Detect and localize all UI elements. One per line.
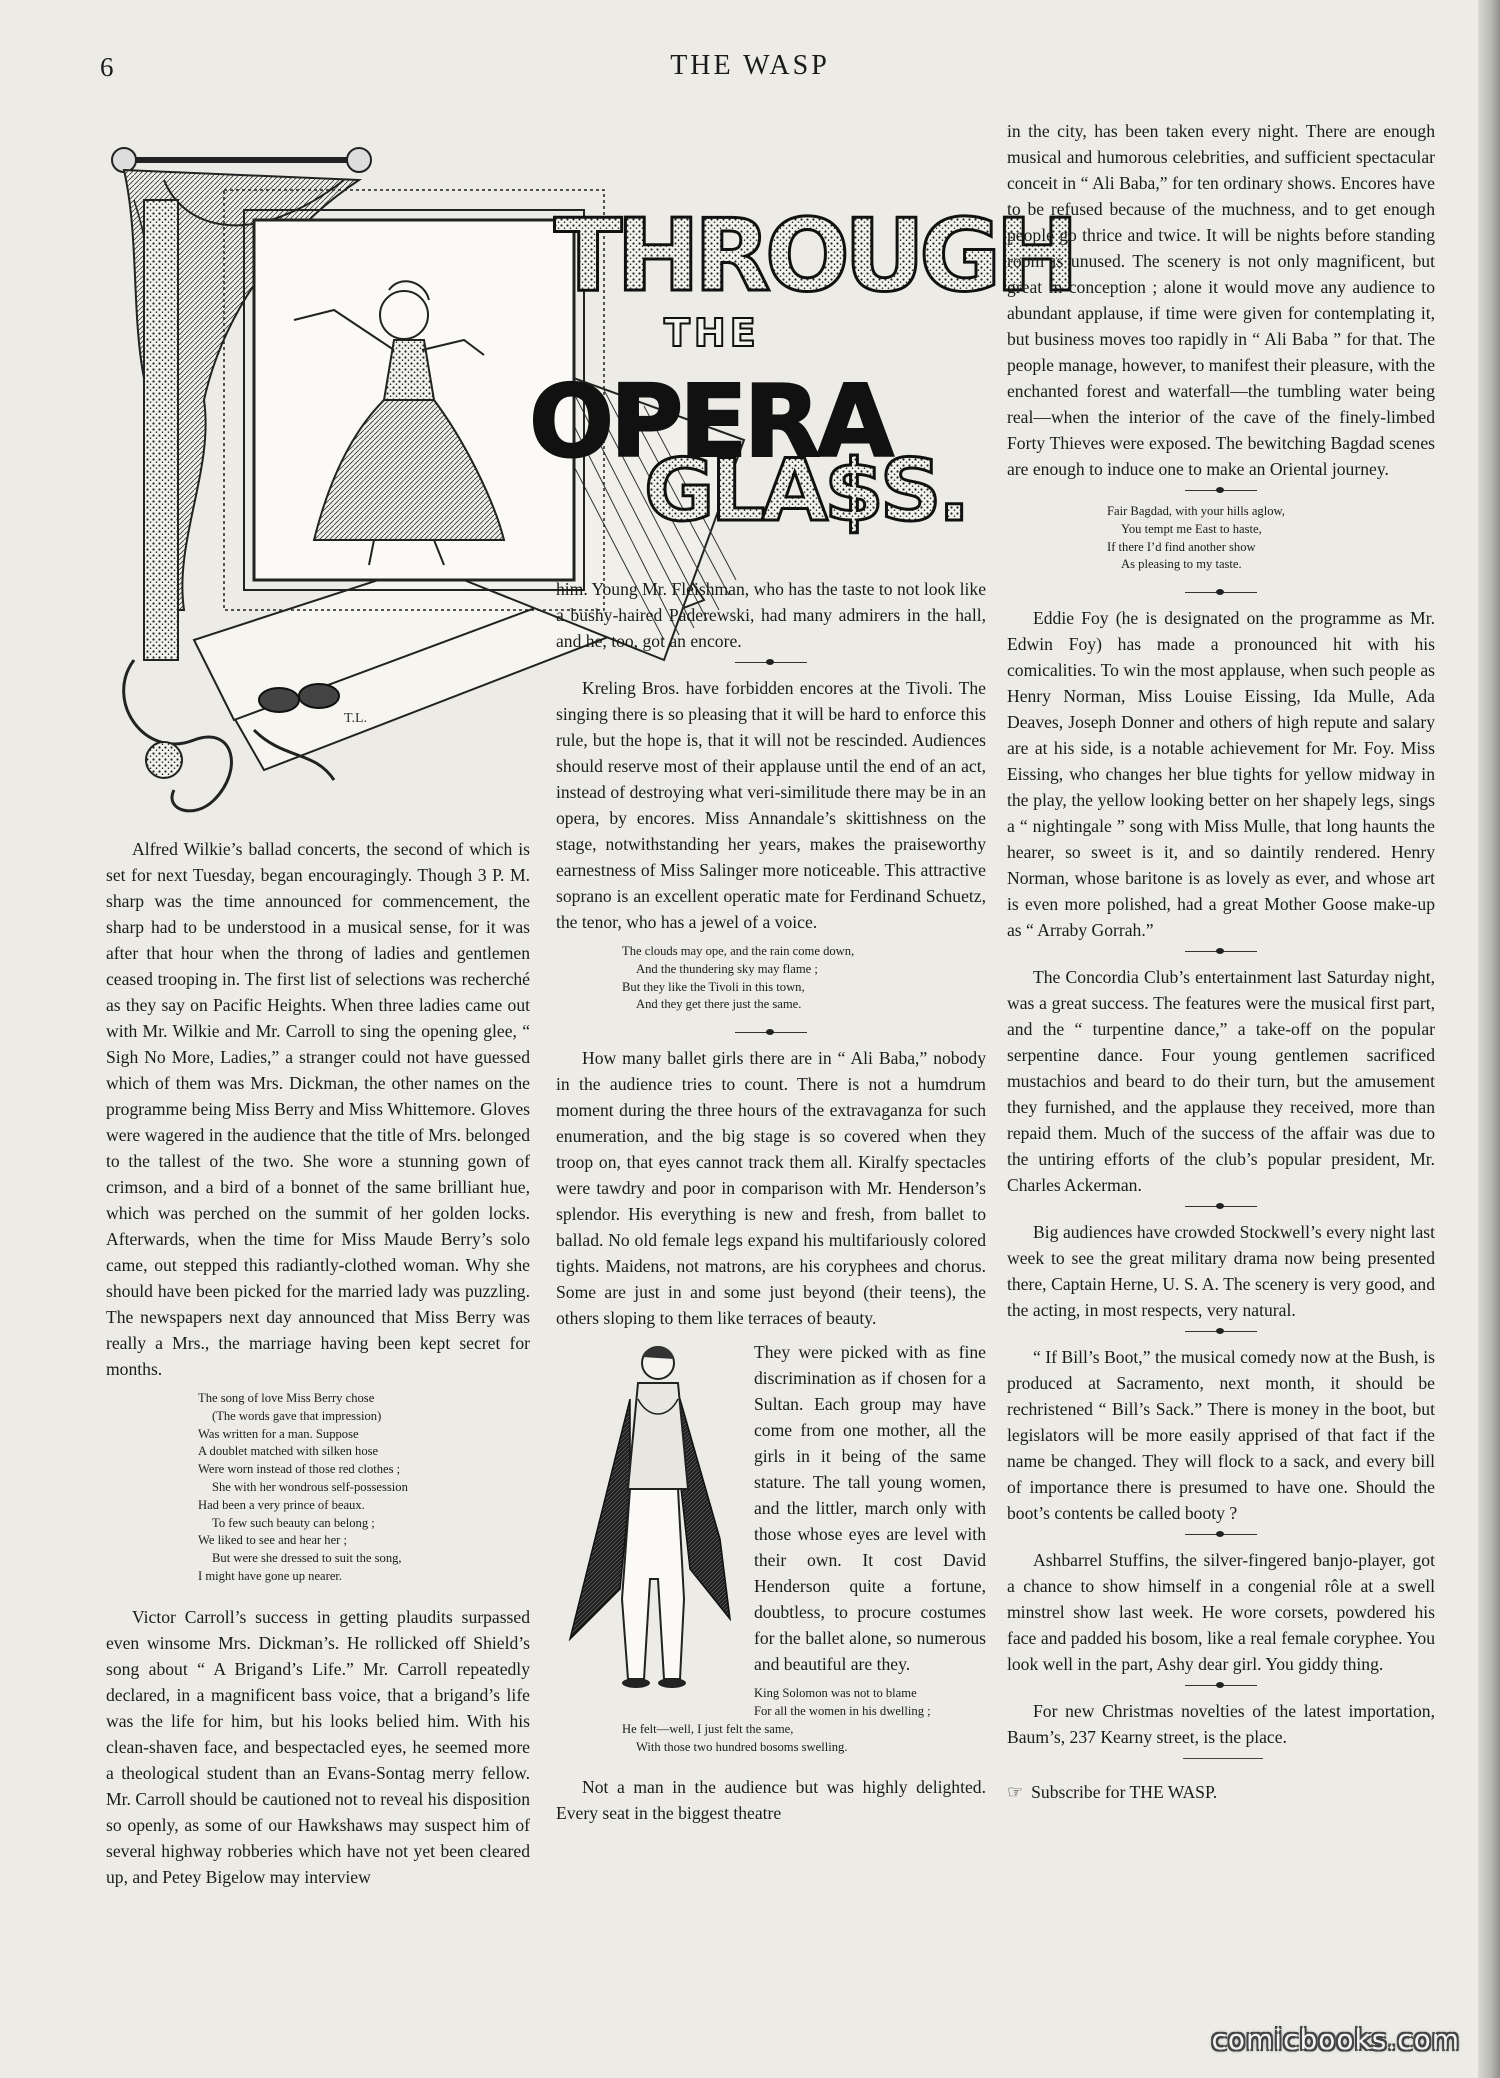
verse-line: He felt—well, I just felt the same, bbox=[622, 1721, 794, 1736]
title-through: THROUGH bbox=[554, 197, 1073, 314]
verse-line: Was written for a man. Suppose bbox=[198, 1426, 359, 1441]
verse-line: For all the women in his dwelling ; bbox=[754, 1703, 931, 1718]
verse-line: She with her wondrous self-possession bbox=[212, 1479, 408, 1494]
column-1 bbox=[106, 836, 530, 1898]
title-glass: GLA$S. bbox=[644, 441, 967, 541]
paragraph-ballet-girls: How many ballet girls there are in “ Ali Baba,” nobody in the audience tries to count. There is not a humdrum moment during the three hours of the extravaganza for such enumeration, and the big stage is so covered when they troop on, that eyes cannot track them all. Kiralfy spectacles were tawdry and poor in comparison with Mr. Henderson’s splendor. His everything is new and fresh, from ballet to ballad. No old female legs expand his multifariously colored tights. Maidens, not matrons, are his coryphees and chorus. Some are just in and some just beyond (their teens), the others sloping to them like terraces of beauty. bbox=[556, 1048, 986, 1329]
pointing-hand-icon: ☞ bbox=[1007, 1782, 1024, 1803]
title-opera: OPERA bbox=[529, 363, 891, 480]
illustration-costumed-figure bbox=[550, 1339, 746, 1699]
page-number: 6 bbox=[100, 52, 114, 82]
section-divider bbox=[1185, 1534, 1257, 1535]
verse-line: As pleasing to my taste. bbox=[1121, 557, 1242, 572]
paragraph-wilkie-concerts: Alfred Wilkie’s ballad concerts, the second of which is set for next Tuesday, began encouragingly. Though 3 P. M. sharp was the time announced for commencement, the sharp had to be understood in a musical sense, for it was after that hour when the throng of ladies and gentlemen ceased trooping in. The first list of selections was recherché as they say on Pacific Heights. When three ladies came out with Mr. Wilkie and Mr. Carroll to sing the opening glee, “ Sigh No More, Ladies,” a stranger could not have guessed which of them was Mrs. Dickman, the other names on the programme being Miss Berry and Miss Whittemore. Gloves were wagered in the audience that the title of Mrs. belonged to the tallest of the two. She wore a stunning gown of crimson, and a bird of a bonnet of the same brilliant hue, which was perched on the summit of her golden locks. Afterwards, when the time for Miss Maude Berry’s solo came, out stepped this radiantly-clothed woman. Why she should have been picked for the married lady was puzzling. The newspapers next day announced that Miss Berry was really a Mrs., the marriage having been kept secret for months. bbox=[106, 839, 530, 1379]
section-divider bbox=[1185, 1685, 1257, 1686]
subscribe-notice bbox=[1007, 1779, 1435, 1805]
section-divider bbox=[1185, 951, 1257, 952]
ornate-pillar bbox=[144, 200, 178, 660]
section-divider bbox=[1185, 1331, 1257, 1332]
column-3 bbox=[1007, 118, 1435, 1813]
paragraph-ashbarrel-stuffins: Ashbarrel Stuffins, the silver-fingered banjo-player, got a chance to show himself in a congenial rôle at a swell minstrel show last week. He wore corsets, powdered his face and padded his bosom, like a real female coryphee. You look well in the part, Ashy dear girl. You giddy thing. bbox=[1007, 1550, 1435, 1675]
curtain-rod bbox=[112, 148, 371, 172]
paragraph-ali-baba: in the city, has been taken every night. There are enough musical and humorous celebrities, and sufficient spectacular conceit in “ Ali Baba,” for ten ordinary shows. Encores have to be refused because of the muchness, and to get enough people go thrice and twice. It will be nights before standing room is unused. The scenery is not only magnificent, but great in conception ; alone it would move any audience to abundant applause, if time were given for contemplating it, but business moves too rapidly in “ Ali Baba ” for that. The people manage, however, to manifest their pleasure, with the enchanted forest and waterfall—the tumbling water being real—when the interior of the cave of the finely-limbed Forty Thieves were exposed. The bewitching Bagdad scenes are enough to induce one to make an Oriental journey. bbox=[1007, 121, 1435, 479]
verse-line: I might have gone up nearer. bbox=[198, 1568, 343, 1583]
paragraph-fleishman: him. Young Mr. Fleishman, who has the taste to not look like a bushy-haired Paderewski, had many admirers in the hall, and he, too, got an encore. bbox=[556, 579, 986, 651]
watermark: comicbooks.com bbox=[1211, 2023, 1460, 2056]
footer-rule bbox=[1183, 1758, 1263, 1759]
verse-line: You tempt me East to haste, bbox=[1121, 521, 1262, 536]
section-divider bbox=[1185, 1206, 1257, 1207]
artist-initials: T.L. bbox=[344, 711, 368, 726]
paragraph-tivoli: Kreling Bros. have forbidden encores at the Tivoli. The singing there is so pleasing that it will be hard to enforce this rule, but the hope is, that it will not be rescinded. Audiences should reserve most of their applause until the end of an act, instead of destroying what veri-similitude there may be in an opera, by encores. Miss Annandale’s skittishness on the stage, notwithstanding her years, makes the praiseworthy earnestness of Miss Salinger more noticeable. This attractive soprano is an excellent operatic mate for Ferdinand Schuetz, the tenor, who has a jewel of a voice. bbox=[556, 678, 986, 932]
verse-line: Fair Bagdad, with your hills aglow, bbox=[1107, 504, 1285, 518]
verse-line: Had been a very prince of beaux. bbox=[198, 1497, 365, 1512]
section-divider bbox=[1185, 490, 1257, 491]
paragraph-audience-delighted: Not a man in the audience but was highly delighted. Every seat in the biggest theatre bbox=[556, 1777, 986, 1824]
paragraph-carroll: Victor Carroll’s success in getting plaudits surpassed even winsome Mrs. Dickman’s. He rollicked off Shield’s song about “ A Brigand’s Life.” Mr. Carroll repeatedly declared, in a magnificent bass voice, that a brigand’s life was the life for him, but his looks belied him. With his clean-shaven face, and bespectacled eyes, he seemed more a theological student than an Evans-Sontag merry fellow. Mr. Carroll should be cautioned not to reveal his disposition so openly, as some of our Hawkshaws may suspect him of several highway robberies which have not yet been cleared up, and Petey Bigelow may interview bbox=[106, 1606, 530, 1887]
verse-line: Were worn instead of those red clothes ; bbox=[198, 1462, 401, 1477]
verse-line: The clouds may ope, and the rain come down, bbox=[622, 944, 855, 958]
subscribe-text: Subscribe for THE WASP. bbox=[1031, 1782, 1218, 1803]
verse-line: King Solomon was not to blame bbox=[754, 1686, 917, 1701]
verse-tivoli bbox=[556, 943, 986, 1014]
section-divider bbox=[735, 662, 807, 663]
verse-line: To few such beauty can belong ; bbox=[212, 1515, 375, 1530]
page-edge-shadow bbox=[1478, 0, 1500, 2078]
paragraph-baums-ad: For new Christmas novelties of the latest importation, Baum’s, 237 Kearny street, is the place. bbox=[1007, 1701, 1435, 1748]
verse-line: (The words gave that impression) bbox=[212, 1408, 382, 1423]
verse-line: And the thundering sky may flame ; bbox=[636, 961, 818, 976]
section-divider bbox=[735, 1032, 807, 1033]
verse-line: And they get there just the same. bbox=[636, 997, 802, 1012]
verse-bagdad bbox=[1007, 503, 1435, 574]
verse-line: A doublet matched with silken hose bbox=[198, 1444, 379, 1459]
verse-line: The song of love Miss Berry chose bbox=[198, 1391, 375, 1405]
paragraph-stockwells: Big audiences have crowded Stockwell’s every night last week to see the great military drama now being presented there, Captain Herne, U. S. A. The scenery is very good, and the acting, in most respects, very natural. bbox=[1007, 1222, 1435, 1321]
verse-berry-song bbox=[106, 1390, 530, 1586]
paragraph-eddie-foy: Eddie Foy (he is designated on the programme as Mr. Edwin Foy) has made a pronounced hit with his comicalities. To win the most applause, when such people as Henry Norman, Miss Louise Eissing, Ida Mulle, Ada Deaves, Joseph Donner and others of high repute and salary are at his side, is a notable achievement for Mr. Foy. Miss Eissing, who changes her blue tights for yellow midway in the play, the yellow looking better on her shapely legs, sings a “ nightingale ” song with Miss Mulle, that long haunts the hearer, so sweet is it, and so daintily rendered. Henry Norman, whose baritone is as lovely as ever, and whose art is even more polished, had a great Mother Goose make-up as “ Arraby Gorrah.” bbox=[1007, 608, 1435, 941]
paragraph-bills-boot: “ If Bill’s Boot,” the musical comedy now at the Bush, is produced at Sacramento, next month, it should be rechristened “ Bill’s Sack.” There is money in the boot, but legislators will be more easily apprised of that fact if the name be changed. They will flock to a sack, and every bill of importance there is presumed to have one. Should the boot’s contents be called booty ? bbox=[1007, 1347, 1435, 1524]
paragraph-concordia-club: The Concordia Club’s entertainment last Saturday night, was a great success. The features were the musical first part, and the “ turpentine dance,” a take-off on the popular serpentine dance. Four young gentlemen sacrificed mustachios and beard to do their turn, but the amusement they furnished, and the applause they received, more than repaid them. Much of the success of the affair was due to the untiring efforts of the club’s popular president, Mr. Charles Ackerman. bbox=[1007, 967, 1435, 1196]
section-divider bbox=[1185, 592, 1257, 593]
verse-line: We liked to see and hear her ; bbox=[198, 1533, 347, 1548]
running-head: THE WASP bbox=[670, 50, 830, 81]
verse-line: If there I’d find another show bbox=[1107, 539, 1256, 554]
column-2 bbox=[556, 576, 986, 1834]
verse-line: With those two hundred bosoms swelling. bbox=[636, 1739, 848, 1754]
title-the: THE bbox=[664, 311, 760, 355]
verse-line: But they like the Tivoli in this town, bbox=[622, 979, 805, 994]
verse-line: But were she dressed to suit the song, bbox=[212, 1551, 402, 1566]
paragraph-sultan: They were picked with as fine discrimination as if chosen for a Sultan. Each group may have come from one mother, all the girls in it being of the same stature. The tall young women, and the littler, march only with those whose eyes are level with their own. It cost David Henderson quite a fortune, doubtless, to procure costumes for the ballet alone, so numerous and beautiful are they. bbox=[754, 1342, 986, 1675]
